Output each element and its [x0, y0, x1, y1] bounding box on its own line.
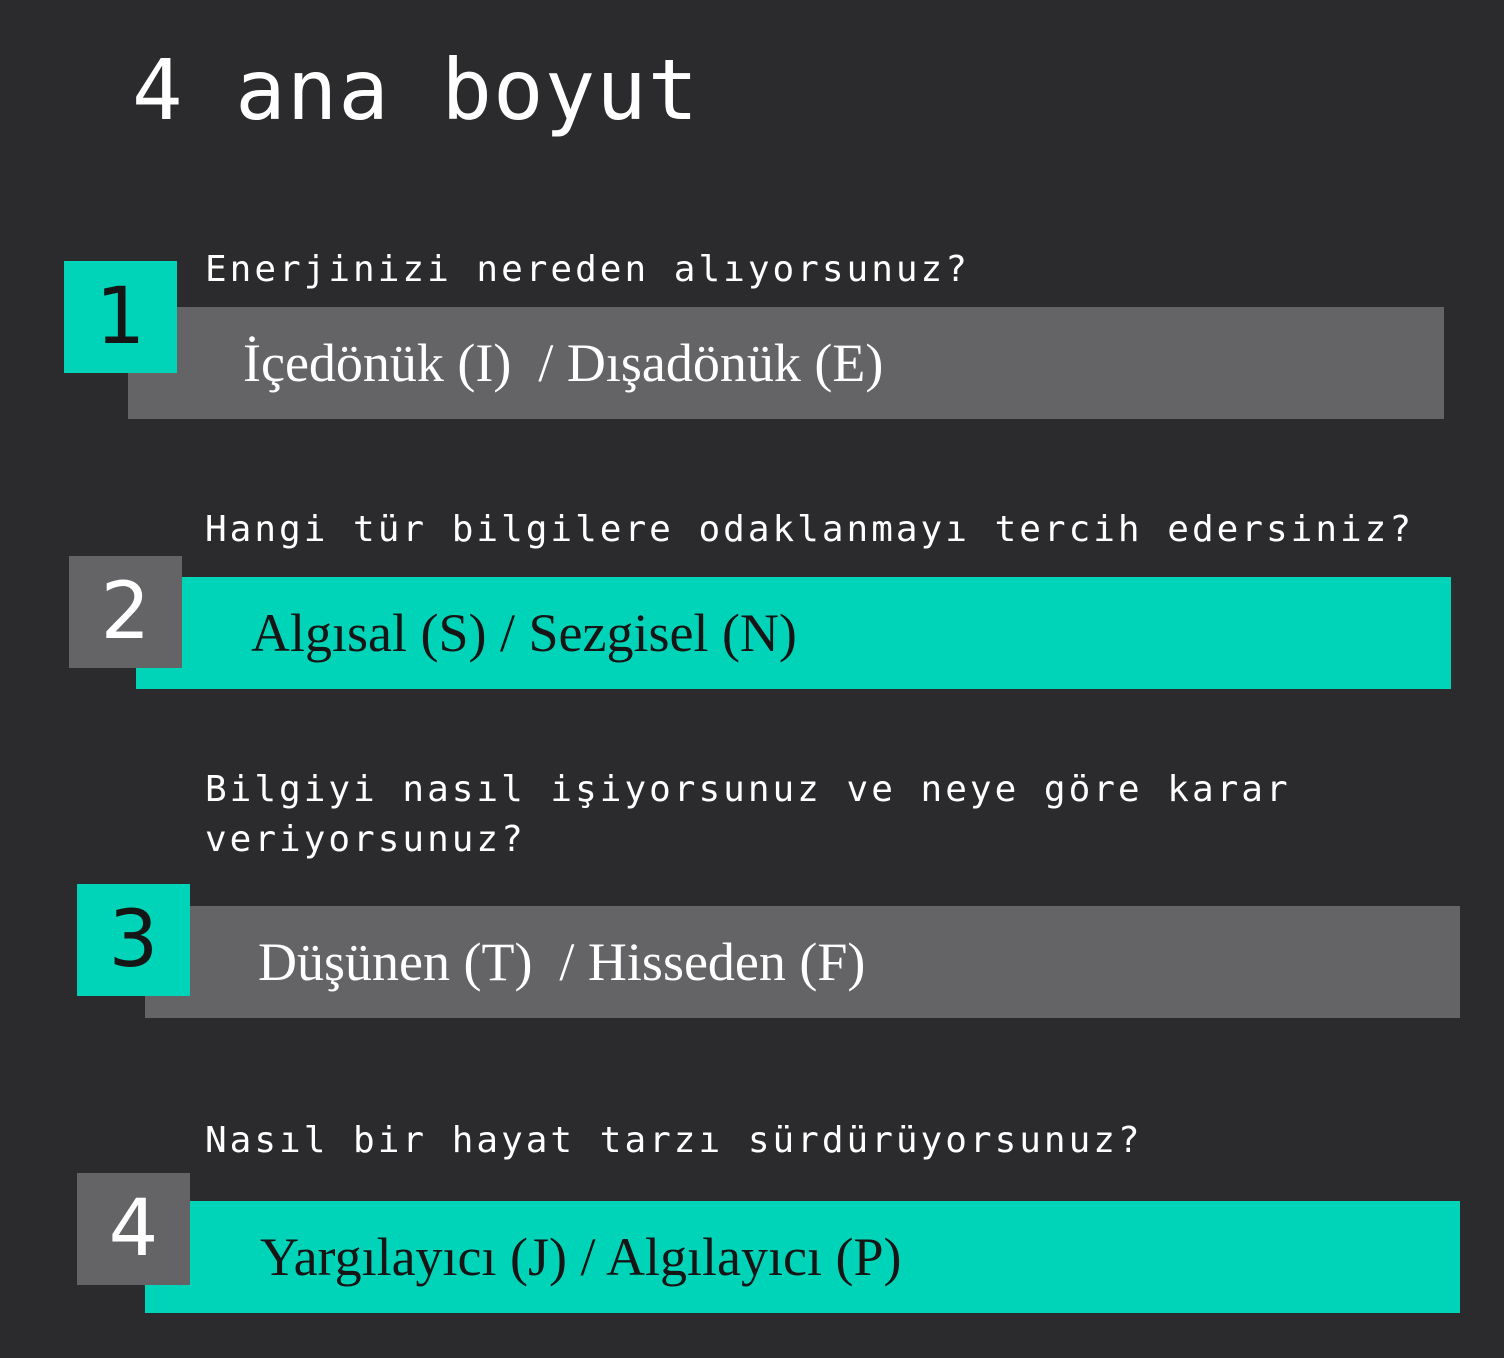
number-badge-1: 1 — [64, 261, 177, 373]
answer-bar-1 — [128, 307, 1444, 419]
question-1: Enerjinizi nereden alıyorsunuz? — [205, 249, 970, 290]
answer-bar-2 — [136, 577, 1451, 689]
answer-2-text: Algısal (S) / Sezgisel (N) — [251, 603, 797, 663]
answer-bar-4 — [145, 1201, 1460, 1313]
question-3-line-2: veriyorsunuz? — [205, 819, 526, 860]
number-badge-4: 4 — [77, 1173, 190, 1285]
question-4: Nasıl bir hayat tarzı sürdürüyorsunuz? — [205, 1120, 1143, 1161]
answer-4-text: Yargılayıcı (J) / Algılayıcı (P) — [260, 1227, 902, 1287]
answer-bar-3 — [145, 906, 1460, 1018]
question-3-line-1: Bilgiyi nasıl işiyorsunuz ve neye göre karar — [205, 769, 1291, 810]
answer-1-text: İçedönük (I) / Dışadönük (E) — [243, 333, 884, 393]
question-3 — [205, 765, 1291, 865]
number-badge-2: 2 — [69, 556, 182, 668]
number-badge-3: 3 — [77, 884, 190, 996]
answer-3-text: Düşünen (T) / Hisseden (F) — [258, 932, 866, 992]
question-2: Hangi tür bilgilere odaklanmayı tercih edersiniz? — [205, 509, 1415, 550]
page-title: 4 ana boyut — [132, 41, 700, 139]
